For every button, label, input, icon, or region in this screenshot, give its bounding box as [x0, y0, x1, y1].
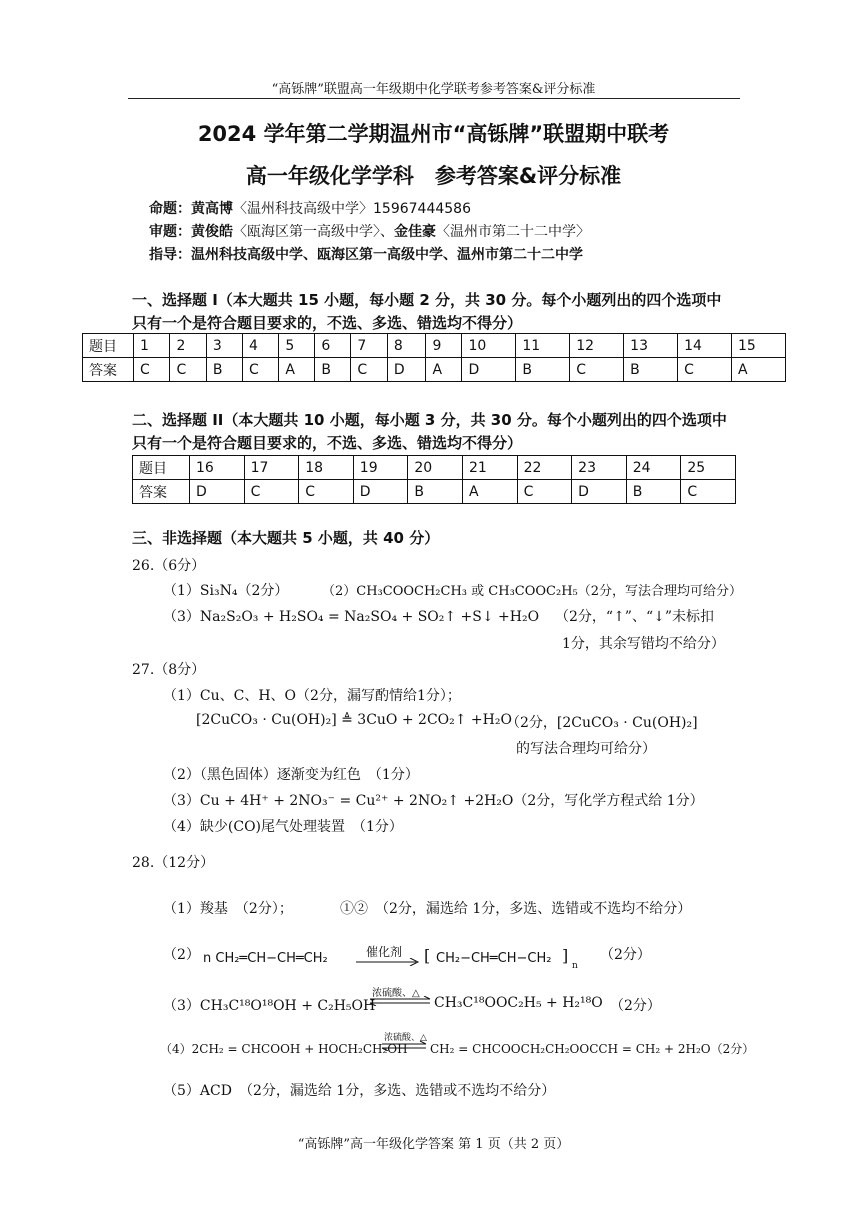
q26-answer-3-note: 1分，其余写错均不给分） [562, 636, 725, 652]
header-rule [128, 98, 740, 99]
q27-answer-4: （4）缺少(CO)尾气处理装置 （1分） [163, 819, 403, 835]
answer-cell: C [299, 480, 354, 504]
q28-answer-2-number: （2） [163, 947, 200, 963]
polymer-degree: n [572, 961, 578, 971]
q26-answer-3-equation: （3）Na₂S₂O₃ + H₂SO₄ = Na₂SO₄ + SO₂↑ +S↓ +H₂O [163, 609, 540, 625]
polymer-bracket-left: [ [424, 946, 431, 965]
question-number: 23 [572, 456, 627, 480]
question-number: 12 [570, 334, 624, 358]
section2-heading-line1: 二、选择题 II（本大题共 10 小题，每小题 3 分，共 30 分。每个小题列出的四个选项中 [132, 411, 727, 429]
answer-cell: B [315, 358, 351, 382]
question-number: 10 [462, 334, 516, 358]
guide-label: 指导： [149, 247, 191, 263]
answer-cell: B [206, 358, 242, 382]
table-row [83, 358, 786, 382]
answer-cell: D [190, 480, 245, 504]
q28-answer-2-score: （2分） [600, 947, 651, 963]
q28-answer-1b: ①② （2分，漏选给 1分，多选、选错或不选均不给分） [340, 901, 692, 917]
row-header-answer: 答案 [133, 480, 190, 504]
q27-answer-2: （2）（黑色固体）逐渐变为红色 （1分） [163, 767, 419, 783]
answer-cell: C [681, 480, 736, 504]
reviewer2-name: 金佳豪 [394, 224, 436, 240]
answer-cell: C [517, 480, 572, 504]
question-number: 13 [624, 334, 678, 358]
section2-heading-line2: 只有一个是符合题目要求的，不选、多选、错选均不得分） [132, 434, 523, 452]
guide-line [149, 244, 583, 264]
section3-heading: 三、非选择题（本大题共 5 小题，共 40 分） [132, 529, 440, 547]
table-row [133, 480, 736, 504]
q27-answer-1: （1）Cu、C、H、O（2分，漏写酌情给1分）； [163, 688, 461, 704]
q27-answer-1-note: 的写法合理均可给分） [516, 741, 656, 757]
section1-heading-line2: 只有一个是符合题目要求的，不选、多选、错选均不得分） [132, 314, 523, 332]
question-number: 8 [387, 334, 426, 358]
question-number: 22 [517, 456, 572, 480]
question-number: 20 [408, 456, 463, 480]
section1-heading-line1: 一、选择题 I（本大题共 15 小题，每小题 2 分，共 30 分。每个小题列出的四个选项中 [132, 291, 722, 309]
question-number: 7 [351, 334, 387, 358]
polymer-formula: CH₂−CH═CH−CH₂ [436, 951, 552, 966]
section1-answer-table [82, 333, 786, 382]
question-number: 2 [170, 334, 206, 358]
answer-cell: A [731, 358, 785, 382]
row-header-question: 题目 [83, 334, 134, 358]
q28-answer-5: （5）ACD （2分，漏选给 1分，多选、选错或不选均不给分） [163, 1083, 556, 1099]
review-line [149, 221, 590, 241]
question-number: 4 [242, 334, 278, 358]
review-label: 审题： [149, 224, 191, 240]
question-number: 16 [190, 456, 245, 480]
catalyst-label: 催化剂 [366, 945, 403, 959]
q26-answer-1: （1）Si₃N₄（2分） [163, 583, 289, 599]
answer-cell: C [244, 480, 299, 504]
q27-heading: 27.（8分） [132, 662, 206, 678]
author-line [149, 198, 471, 218]
page-footer: “高铄牌”高一年级化学答案 第 1 页（共 2 页） [297, 1137, 570, 1152]
answer-cell: B [408, 480, 463, 504]
author-info: 〈温州科技高级中学〉15967444586 [233, 201, 471, 217]
question-number: 5 [279, 334, 315, 358]
answer-cell: C [678, 358, 732, 382]
page-title: 2024 学年第二学期温州市“高铄牌”联盟期中联考 [197, 122, 670, 146]
row-header-question: 题目 [133, 456, 190, 480]
table-row [83, 334, 786, 358]
answer-cell: A [426, 358, 462, 382]
section2-answer-table [132, 455, 736, 504]
page-subtitle: 高一年级化学学科 参考答案&评分标准 [245, 164, 622, 188]
question-number: 21 [462, 456, 517, 480]
question-number: 19 [353, 456, 408, 480]
question-number: 15 [731, 334, 785, 358]
reversible-arrow-icon [368, 996, 432, 1006]
question-number: 11 [516, 334, 570, 358]
answer-cell: B [516, 358, 570, 382]
answer-cell: D [387, 358, 426, 382]
guide-text: 温州科技高级中学、瓯海区第一高级中学、温州市第二十二中学 [191, 247, 583, 263]
q28-answer-4-reactants: （4）2CH₂ = CHCOOH + HOCH₂CH₂OH [160, 1042, 408, 1056]
polymer-bracket-right: ] [562, 946, 569, 965]
running-header: “高铄牌”联盟高一年级期中化学联考参考答案&评分标准 [271, 82, 596, 97]
question-number: 3 [206, 334, 242, 358]
answer-cell: A [279, 358, 315, 382]
answer-cell: B [626, 480, 681, 504]
answer-cell: C [351, 358, 387, 382]
question-number: 17 [244, 456, 299, 480]
reaction-arrow-icon [356, 958, 420, 966]
author-label: 命题： [149, 201, 191, 217]
table-row [133, 456, 736, 480]
answer-cell: C [134, 358, 170, 382]
question-number: 25 [681, 456, 736, 480]
question-number: 18 [299, 456, 354, 480]
q28-answer-3-reactants: （3）CH₃C¹⁸O¹⁸OH + C₂H₅OH [163, 998, 376, 1014]
q26-heading: 26.（6分） [132, 558, 206, 574]
question-number: 9 [426, 334, 462, 358]
q28-answer-3-score: （2分） [610, 998, 661, 1014]
q28-answer-1a: （1）羧基 （2分）； [163, 901, 293, 917]
answer-cell: B [624, 358, 678, 382]
q26-answer-2: （2）CH₃COOCH₂CH₃ 或 CH₃COOC₂H₅（2分，写法合理均可给分） [322, 584, 743, 599]
q26-answer-3-score: （2分，“↑”、“↓”未标扣 [555, 609, 714, 625]
q28-3-condition: 浓硫酸、△ [372, 988, 420, 999]
answer-cell: C [170, 358, 206, 382]
author-name: 黄高博 [191, 201, 233, 217]
answer-cell: C [570, 358, 624, 382]
q28-answer-3-products: CH₃C¹⁸OOC₂H₅ + H₂¹⁸O [434, 995, 603, 1011]
q28-answer-4-products: CH₂ = CHCOOCH₂CH₂OOCCH = CH₂ + 2H₂O（2分） [430, 1042, 755, 1056]
row-header-answer: 答案 [83, 358, 134, 382]
reversible-arrow-icon [380, 1041, 428, 1051]
q27-answer-3: （3）Cu + 4H⁺ + 2NO₃⁻ = Cu²⁺ + 2NO₂↑ +2H₂O（2分，写化学方程式给 1分） [163, 793, 704, 809]
reviewer1-name: 黄俊皓 [191, 224, 233, 240]
question-number: 6 [315, 334, 351, 358]
q27-answer-1-score: （2分，[2CuCO₃ · Cu(OH)₂] [506, 715, 698, 731]
question-number: 1 [134, 334, 170, 358]
answer-cell: D [353, 480, 408, 504]
answer-cell: A [462, 480, 517, 504]
q27-answer-1-equation: [2CuCO₃ · Cu(OH)₂] ≜ 3CuO + 2CO₂↑ +H₂O [196, 712, 512, 728]
q28-heading: 28.（12分） [132, 855, 215, 871]
q28-4-condition: 浓硫酸、△ [384, 1033, 427, 1043]
question-number: 24 [626, 456, 681, 480]
question-number: 14 [678, 334, 732, 358]
reviewer1-info: 〈瓯海区第一高级中学〉、 [233, 224, 394, 240]
monomer-formula: n CH₂═CH−CH═CH₂ [203, 951, 328, 966]
answer-cell: C [242, 358, 278, 382]
reviewer2-info: 〈温州市第二十二中学〉 [436, 224, 590, 240]
answer-cell: D [572, 480, 627, 504]
answer-cell: D [462, 358, 516, 382]
